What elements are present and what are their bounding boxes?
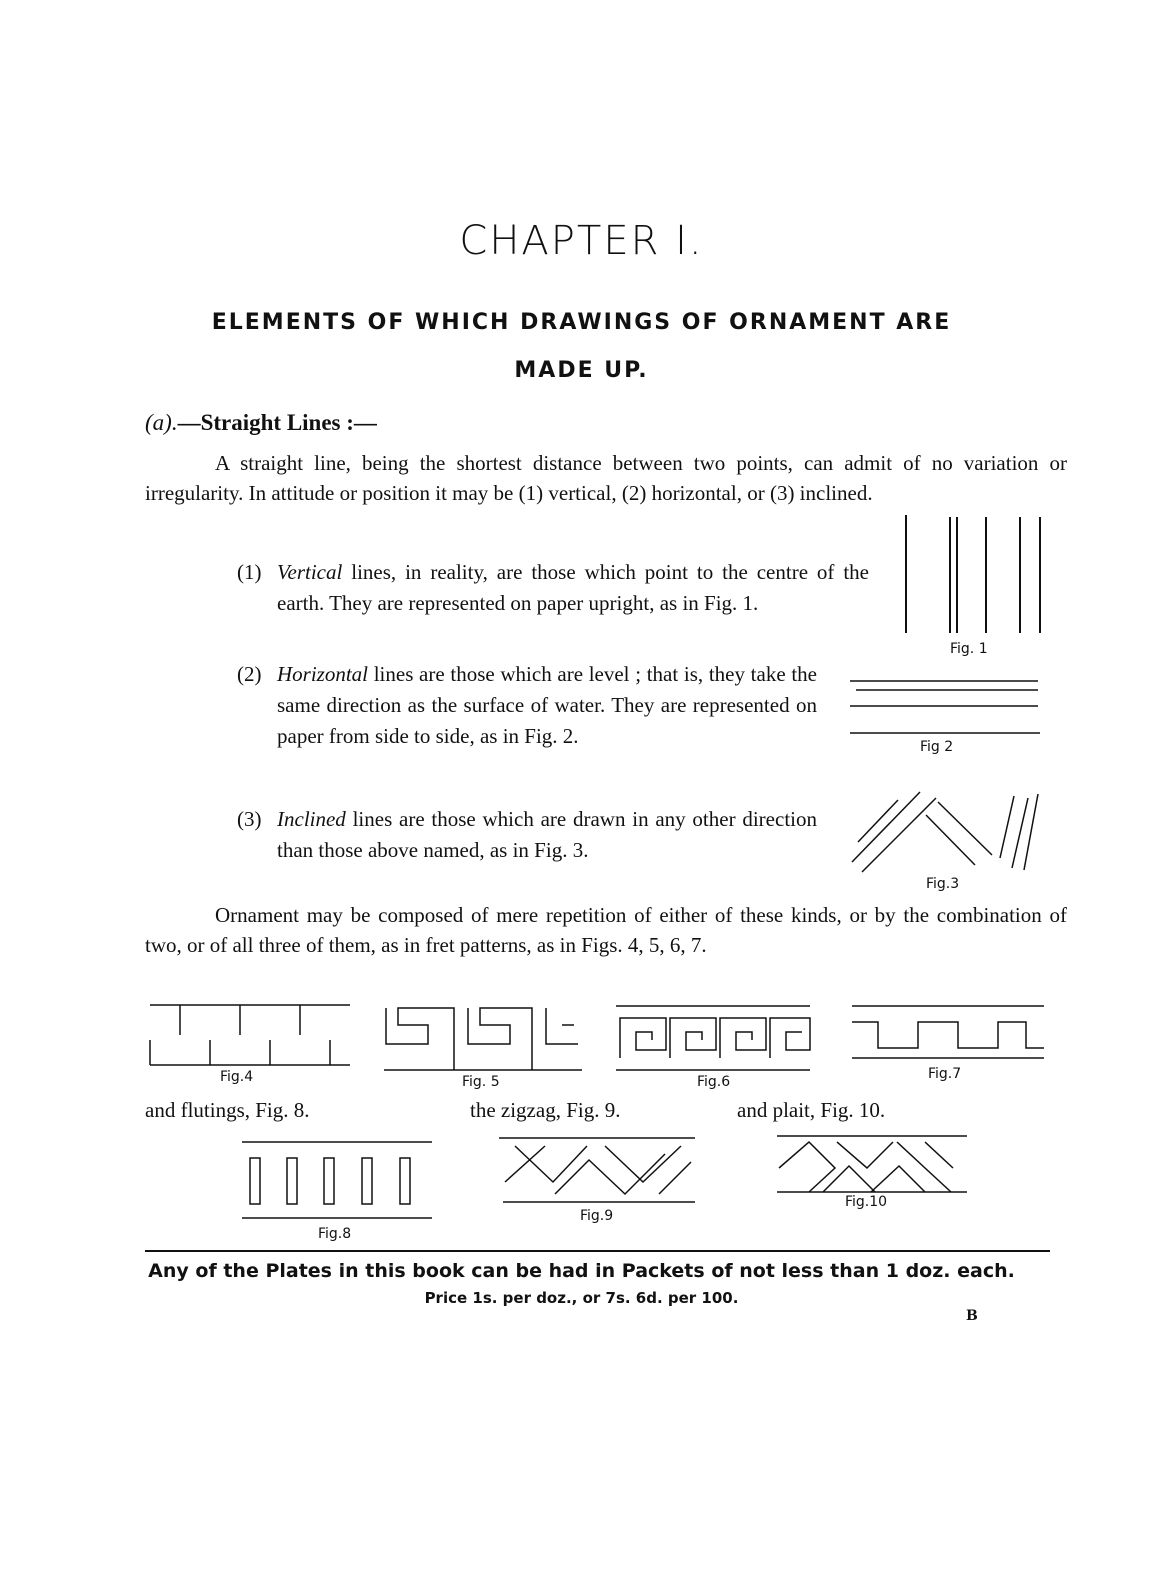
figure-4-fret [145,1000,355,1085]
list-item-number: (2) [237,662,262,686]
figure-3-label: Fig.3 [926,876,960,892]
list-item-term: Horizontal [277,662,369,686]
caption-flutings: and flutings, Fig. 8. [145,1098,310,1122]
signature-mark: B [966,1308,978,1324]
figure-7-label: Fig.7 [928,1066,962,1082]
list-item-term: Vertical [277,560,343,584]
figure-4-label: Fig.4 [220,1069,254,1085]
figure-1-vertical-lines [900,515,1050,655]
list-item-horizontal [237,659,817,784]
figure-2-horizontal-lines [848,675,1048,755]
list-item-number: (1) [237,560,262,584]
figure-5-fret [382,1000,592,1090]
figure-10-plait [775,1132,975,1222]
subsection-title [145,410,377,436]
figure-5-label: Fig. 5 [462,1074,500,1090]
list-item-vertical [237,557,869,652]
intro-paragraph: A straight line, being the shortest distance between two points, can admit of no variation or irregularity. In attitude or position it may be (1) vertical, (2) horizontal, or (3) inclined. [145,451,1067,505]
section-heading-line2: MADE UP. [514,358,649,383]
footer-price: Price 1s. per doz., or 7s. 6d. per 100. [424,1289,739,1307]
list-item-inclined [237,804,817,869]
figure-10-label: Fig.10 [845,1194,888,1210]
list-item-text: lines are those which are level ; that is, they take the same direction as the surface of water. They are represented on paper from side to side, as in Fig. 2. [277,662,817,748]
figure-9-zigzag [495,1132,705,1232]
footer-notice: Any of the Plates in this book can be had in Packets of not less than 1 doz. each. [148,1260,1015,1282]
figure-6-label: Fig.6 [697,1074,731,1090]
figure-9-label: Fig.9 [580,1208,614,1224]
figure-6-fret [612,1000,822,1090]
list-item-text: lines are those which are drawn in any other direction than those above named, as in Fig. 3. [277,807,817,862]
figure-2-label: Fig 2 [920,739,954,755]
list-item-number: (3) [237,807,262,831]
list-item-text: lines, in reality, are those which point to the centre of the earth. They are represented on paper upright, as in Fig. 1. [277,560,869,615]
caption-plait: and plait, Fig. 10. [737,1098,886,1122]
figure-1-label: Fig. 1 [950,641,988,657]
caption-zigzag: the zigzag, Fig. 9. [470,1098,621,1122]
chapter-title: CHAPTER I. [459,218,704,264]
figure-8-label: Fig.8 [318,1226,352,1242]
section-heading-line1: ELEMENTS OF WHICH DRAWINGS OF ORNAMENT ARE [211,310,952,335]
list-item-term: Inclined [277,807,346,831]
subsection-name: —Straight Lines :— [177,410,377,435]
figure-8-flutings [240,1138,440,1243]
figure-7-fret [848,1000,1048,1085]
subsection-label: (a). [145,410,178,435]
figure-3-inclined-lines [850,790,1050,895]
ornament-paragraph: Ornament may be composed of mere repetition of either of these kinds, or by the combination of two, or of all three of them, as in fret patterns, as in Figs. 4, 5, 6, 7. [145,903,1067,957]
footer-rule [145,1250,1050,1252]
